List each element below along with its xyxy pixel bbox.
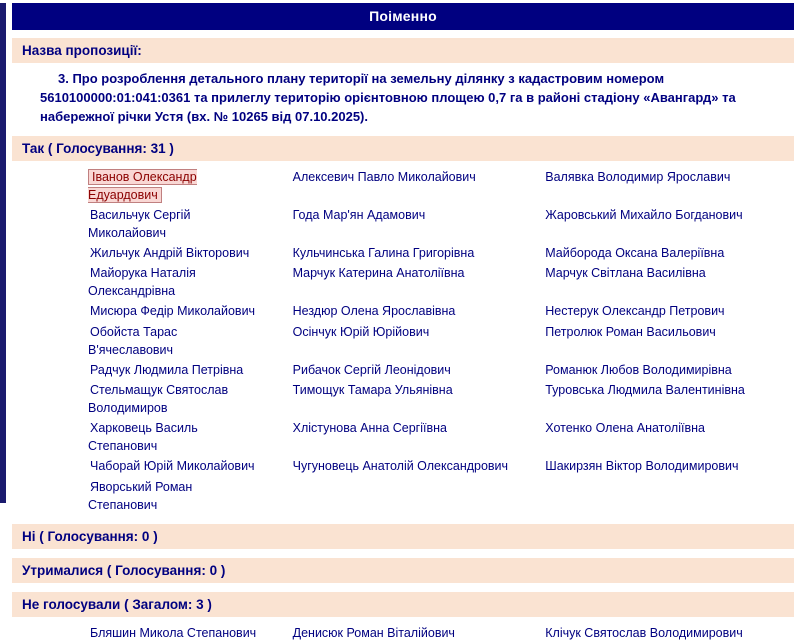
voter-name-label: Майборода Оксана Валеріївна xyxy=(545,246,725,261)
voter-name-label: Валявка Володимир Ярославич xyxy=(545,169,731,184)
voter-name-label: Чугуновець Анатолій Олександрович xyxy=(292,459,509,474)
vote-group-header: Утрималися ( Голосування: 0 ) xyxy=(12,558,794,583)
voter-name xyxy=(12,243,273,263)
voter-name xyxy=(273,322,534,360)
voter-name-label: Майорука Наталія Олександрівна xyxy=(88,266,196,299)
voter-name-label: Жаровський Михайло Богданович xyxy=(545,207,743,222)
voter-name xyxy=(533,167,794,205)
voter-name xyxy=(273,360,534,380)
voter-name xyxy=(533,456,794,476)
voter-name-label: Нестерук Олександр Петрович xyxy=(545,304,725,319)
voter-name xyxy=(273,263,534,301)
voter-name-label: Алексевич Павло Миколайович xyxy=(292,169,476,184)
voter-name xyxy=(273,301,534,321)
voter-name-label: Денисюк Роман Віталійович xyxy=(292,625,455,640)
voter-name-label: Хотенко Олена Анатоліївна xyxy=(545,421,705,436)
voter-name-label: Романюк Любов Володимирівна xyxy=(545,362,732,377)
voter-name-label: Хлістунова Анна Сергіївна xyxy=(292,421,447,436)
voter-name xyxy=(533,418,794,456)
voter-name-label: Чаборай Юрій Миколайович xyxy=(90,459,255,474)
proposal-section-label: Назва пропозиції: xyxy=(12,38,794,63)
voter-name xyxy=(12,380,273,418)
voter-name-label: Жильчук Андрій Вікторович xyxy=(90,246,250,261)
voter-name xyxy=(533,322,794,360)
voter-name xyxy=(12,263,273,301)
voter-name-label: Радчук Людмила Петрівна xyxy=(90,362,244,377)
voter-name xyxy=(12,322,273,360)
voter-name xyxy=(273,456,534,476)
voter-name xyxy=(533,360,794,380)
voter-name-label: Клічук Святослав Володимирович xyxy=(545,625,743,640)
voter-name xyxy=(273,243,534,263)
voter-name-label: Бляшин Микола Степанович xyxy=(90,625,257,640)
voter-name-label: Харковець Василь Степанович xyxy=(88,421,198,454)
vote-name-grid xyxy=(12,167,794,515)
voter-name-label: Рибачок Сергій Леонідович xyxy=(292,362,451,377)
vote-group-header: Не голосували ( Загалом: 3 ) xyxy=(12,592,794,617)
voter-name-label: Тимощук Тамара Ульянівна xyxy=(292,382,453,397)
voter-name xyxy=(12,301,273,321)
vote-group-header: Так ( Голосування: 31 ) xyxy=(12,136,794,161)
vote-sections xyxy=(6,136,800,643)
voter-name-label: Стельмащук Святослав Володимиров xyxy=(88,382,229,416)
voter-name xyxy=(12,205,273,243)
voter-name xyxy=(12,623,273,643)
voter-name xyxy=(273,418,534,456)
voter-name xyxy=(273,623,534,643)
voter-name xyxy=(12,360,273,380)
voter-name xyxy=(533,263,794,301)
voter-name xyxy=(273,380,534,418)
voter-name-label: Яворський Роман Степанович xyxy=(88,479,193,512)
voter-name xyxy=(533,623,794,643)
vote-name-grid xyxy=(12,623,794,643)
voter-name-label: Іванов Олександр Едуардович xyxy=(88,169,197,202)
voter-name-label: Кульчинська Галина Григорівна xyxy=(292,246,475,261)
page-title: Поіменно xyxy=(12,3,794,30)
voter-name-label: Обойста Тарас В'ячеславович xyxy=(88,324,178,357)
voting-results-page xyxy=(0,3,800,640)
voter-name xyxy=(533,243,794,263)
voter-name xyxy=(273,167,534,205)
voter-name xyxy=(533,301,794,321)
voter-name-label: Туровська Людмила Валентинівна xyxy=(545,382,745,397)
voter-name xyxy=(12,418,273,456)
proposal-text: 3. Про розроблення детального плану території на земельну ділянку з кадастровим номером 5610100000:01:041:0361 та прилеглу територію орієнтовною площею 0,7 га в районі стадіону «Авангард» та набережної річки Устя (вх. № 10265 від 07.10.2025). xyxy=(40,71,736,124)
voter-name-label: Петролюк Роман Васильович xyxy=(545,324,716,339)
voter-name xyxy=(12,477,273,515)
voter-name xyxy=(533,205,794,243)
voter-name-label: Васильчук Сергій Миколайович xyxy=(88,207,191,240)
vote-group-header: Ні ( Голосування: 0 ) xyxy=(12,524,794,549)
voter-name-label: Нездюр Олена Ярославівна xyxy=(292,304,456,319)
voter-name-label: Мисюра Федір Миколайович xyxy=(90,304,256,319)
voter-name xyxy=(533,380,794,418)
voter-name xyxy=(12,456,273,476)
voter-name-label: Марчук Світлана Василівна xyxy=(545,266,706,281)
voter-name-label: Шакирзян Віктор Володимирович xyxy=(545,459,739,474)
voter-name-label: Марчук Катерина Анатоліївна xyxy=(292,266,465,281)
voter-name-label: Осінчук Юрій Юрійович xyxy=(292,324,430,339)
voter-name xyxy=(273,205,534,243)
voter-name-label: Года Мар'ян Адамович xyxy=(292,207,426,222)
voter-name xyxy=(12,167,273,205)
